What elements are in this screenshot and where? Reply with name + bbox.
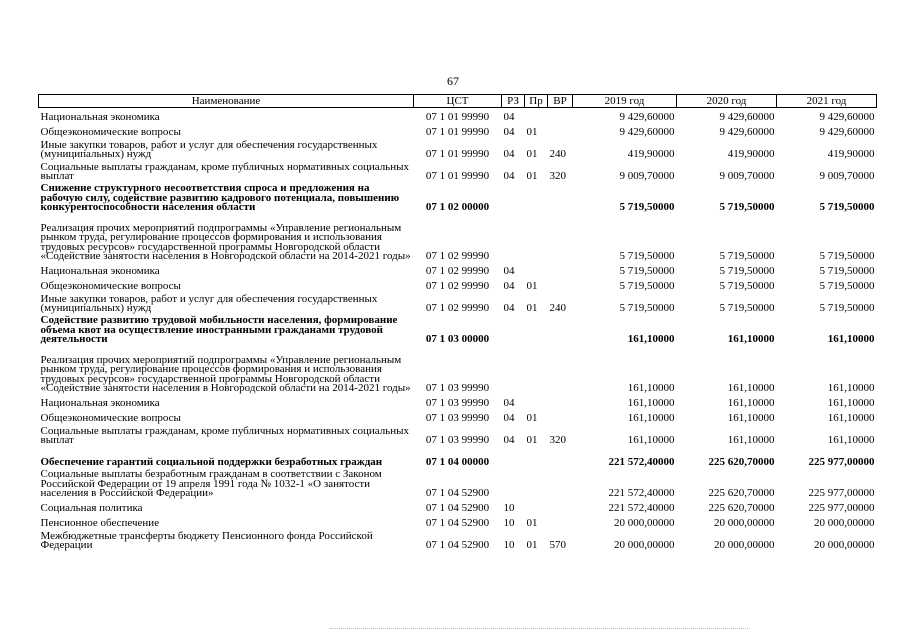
row-pr: 01 — [526, 148, 538, 161]
row-name: Пенсионное обеспечение — [40, 517, 160, 530]
row-2021: 5 719,50000 — [819, 250, 875, 263]
header-pr: Пр — [525, 95, 548, 108]
row-vr: 320 — [549, 170, 566, 183]
row-vr — [548, 394, 573, 409]
row-pr — [525, 446, 548, 468]
row-pr: 01 — [526, 517, 538, 530]
row-2020: 5 719,50000 — [719, 250, 775, 263]
row-rz: 04 — [503, 170, 515, 183]
table-row — [39, 394, 877, 409]
table-row — [39, 446, 877, 468]
row-cst: 07 1 03 00000 — [425, 333, 490, 346]
table-row — [39, 499, 877, 514]
table-row — [39, 424, 877, 446]
row-2019: 419,90000 — [627, 148, 675, 161]
row-2021: 9 009,70000 — [819, 170, 875, 183]
row-vr — [548, 277, 573, 292]
table-row — [39, 292, 877, 314]
row-2021: 9 429,60000 — [819, 111, 875, 124]
row-rz — [502, 345, 525, 394]
row-2021: 225 977,00000 — [808, 502, 875, 515]
header-cst: ЦСТ — [414, 95, 502, 108]
row-cst: 07 1 02 00000 — [425, 201, 490, 214]
row-2019: 161,10000 — [627, 382, 675, 395]
row-name: Реализация прочих мероприятий подпрограммы «Управление региональным рынком труда, регулирование процессов формирования и использования трудовых ресурсов» государственной программы Новгородской области «Содействие занятости населения в Новгородской области на 2014-2021 годы» — [40, 221, 411, 263]
row-2021: 161,10000 — [827, 412, 875, 425]
row-rz: 10 — [503, 539, 515, 552]
row-cst: 07 1 04 52900 — [425, 502, 490, 515]
row-name: Социальные выплаты безработным гражданам в соответствии с Законом Российской Федерации от 19 апреля 1991 года № 1032-1 «О занятости населения в Российской Федерации» — [40, 468, 382, 500]
row-2021: 161,10000 — [827, 397, 875, 410]
table-row — [39, 182, 877, 213]
row-cst: 07 1 04 52900 — [425, 487, 490, 500]
row-2020: 225 620,70000 — [708, 487, 775, 500]
row-2020: 5 719,50000 — [719, 280, 775, 293]
row-2020: 161,10000 — [727, 397, 775, 410]
row-rz — [502, 468, 525, 499]
row-cst: 07 1 02 99990 — [425, 250, 490, 263]
row-cst: 07 1 02 99990 — [425, 280, 490, 293]
budget-table — [38, 94, 877, 551]
row-rz: 04 — [503, 397, 515, 410]
row-rz: 10 — [503, 502, 515, 515]
row-cst: 07 1 03 99990 — [425, 412, 490, 425]
row-name: Общеэкономические вопросы — [40, 280, 181, 293]
row-2021: 5 719,50000 — [819, 280, 875, 293]
row-2020: 20 000,00000 — [714, 517, 775, 530]
row-cst: 07 1 04 00000 — [425, 456, 490, 469]
row-cst: 07 1 03 99990 — [425, 434, 490, 447]
row-2021: 20 000,00000 — [814, 539, 875, 552]
row-2021: 5 719,50000 — [819, 265, 875, 278]
row-2019: 5 719,50000 — [619, 302, 675, 315]
row-cst: 07 1 03 99990 — [425, 382, 490, 395]
row-pr — [525, 314, 548, 345]
row-name: Обеспечение гарантий социальной поддержки безработных граждан — [40, 456, 383, 469]
row-pr: 01 — [526, 126, 538, 139]
row-2019: 5 719,50000 — [619, 265, 675, 278]
row-2020: 225 620,70000 — [708, 502, 775, 515]
row-cst: 07 1 01 99990 — [425, 126, 490, 139]
row-vr — [548, 468, 573, 499]
row-pr — [525, 345, 548, 394]
row-rz: 04 — [503, 280, 515, 293]
row-pr: 01 — [526, 412, 538, 425]
row-pr — [525, 499, 548, 514]
row-2020: 5 719,50000 — [719, 201, 775, 214]
row-name: Общеэкономические вопросы — [40, 412, 181, 425]
row-2021: 419,90000 — [827, 148, 875, 161]
row-2021: 225 977,00000 — [808, 487, 875, 500]
row-2021: 20 000,00000 — [814, 517, 875, 530]
row-rz: 10 — [503, 517, 515, 530]
row-rz: 04 — [503, 412, 515, 425]
row-2020: 9 009,70000 — [719, 170, 775, 183]
row-2019: 221 572,40000 — [608, 502, 675, 515]
row-rz — [502, 446, 525, 468]
header-vr: ВР — [548, 95, 573, 108]
row-rz: 04 — [503, 148, 515, 161]
row-name: Национальная экономика — [40, 397, 160, 410]
row-pr — [525, 213, 548, 262]
row-rz: 04 — [503, 126, 515, 139]
row-2019: 161,10000 — [627, 434, 675, 447]
row-rz: 04 — [503, 434, 515, 447]
table-row — [39, 138, 877, 160]
row-2019: 161,10000 — [627, 412, 675, 425]
row-cst: 07 1 01 99990 — [425, 111, 490, 124]
row-pr — [525, 468, 548, 499]
row-pr — [525, 108, 548, 124]
row-2019: 221 572,40000 — [608, 456, 675, 469]
row-2019: 9 429,60000 — [619, 126, 675, 139]
row-pr: 01 — [526, 539, 538, 552]
row-2019: 161,10000 — [627, 397, 675, 410]
row-2019: 9 429,60000 — [619, 111, 675, 124]
row-name: Реализация прочих мероприятий подпрограммы «Управление региональным рынком труда, регулирование процессов формирования и использования трудовых ресурсов» государственной программы Новгородской области «Содействие занятости населения в Новгородской области на 2014-2021 годы» — [40, 353, 411, 395]
row-cst: 07 1 04 52900 — [425, 517, 490, 530]
table-row — [39, 160, 877, 182]
row-rz — [502, 182, 525, 213]
row-vr — [548, 123, 573, 138]
header-rz: РЗ — [502, 95, 525, 108]
row-2020: 161,10000 — [727, 333, 775, 346]
row-vr — [548, 446, 573, 468]
row-2019: 5 719,50000 — [619, 250, 675, 263]
row-cst: 07 1 04 52900 — [425, 539, 490, 552]
page-number: 67 — [447, 74, 459, 88]
row-name: Социальные выплаты гражданам, кроме публичных нормативных социальных выплат — [40, 424, 409, 447]
table-row — [39, 514, 877, 529]
table-row — [39, 314, 877, 345]
row-cst: 07 1 01 99990 — [425, 170, 490, 183]
row-2020: 161,10000 — [727, 382, 775, 395]
row-vr — [548, 499, 573, 514]
row-name: Национальная экономика — [40, 111, 160, 124]
row-2020: 9 429,60000 — [719, 126, 775, 139]
row-vr — [548, 314, 573, 345]
row-vr — [548, 514, 573, 529]
row-2021: 9 429,60000 — [819, 126, 875, 139]
row-vr — [548, 345, 573, 394]
row-2021: 161,10000 — [827, 382, 875, 395]
row-2020: 5 719,50000 — [719, 265, 775, 278]
row-2019: 5 719,50000 — [619, 201, 675, 214]
row-vr — [548, 213, 573, 262]
row-name: Снижение структурного несоответствия спроса и предложения на рабочую силу, содействие развитию кадрового потенциала, повышению конкурентоспособности населения области — [40, 182, 400, 214]
row-rz — [502, 314, 525, 345]
row-name: Социальная политика — [40, 502, 143, 515]
row-vr — [548, 182, 573, 213]
row-2020: 9 429,60000 — [719, 111, 775, 124]
row-pr — [525, 394, 548, 409]
row-2021: 225 977,00000 — [808, 456, 875, 469]
header-name: Наименование — [39, 95, 414, 108]
row-2019: 20 000,00000 — [614, 539, 675, 552]
header-2021: 2021 год — [777, 95, 877, 108]
row-2021: 161,10000 — [827, 434, 875, 447]
table-row — [39, 409, 877, 424]
row-2020: 225 620,70000 — [708, 456, 775, 469]
table-row — [39, 108, 877, 124]
page-footer-divider — [330, 628, 750, 631]
row-2021: 5 719,50000 — [819, 201, 875, 214]
row-pr: 01 — [526, 280, 538, 293]
table-header-row — [39, 95, 877, 108]
row-name: Межбюджетные трансферты бюджету Пенсионного фонда Российской Федерации — [40, 529, 373, 552]
row-cst: 07 1 03 99990 — [425, 397, 490, 410]
row-vr — [548, 108, 573, 124]
row-vr: 570 — [549, 539, 566, 552]
row-2019: 5 719,50000 — [619, 280, 675, 293]
table-row — [39, 123, 877, 138]
table-row — [39, 468, 877, 499]
row-pr: 01 — [526, 170, 538, 183]
table-row — [39, 262, 877, 277]
row-vr: 320 — [549, 434, 566, 447]
row-name: Содействие развитию трудовой мобильности населения, формирование объема квот на осуществление иностранными гражданами трудовой деятельности — [40, 314, 398, 346]
row-cst: 07 1 02 99990 — [425, 302, 490, 315]
row-2019: 161,10000 — [627, 333, 675, 346]
row-2019: 221 572,40000 — [608, 487, 675, 500]
row-cst: 07 1 01 99990 — [425, 148, 490, 161]
row-rz: 04 — [503, 302, 515, 315]
row-2020: 5 719,50000 — [719, 302, 775, 315]
row-cst: 07 1 02 99990 — [425, 265, 490, 278]
table-row — [39, 277, 877, 292]
row-pr — [525, 182, 548, 213]
row-2020: 419,90000 — [727, 148, 775, 161]
row-name: Социальные выплаты гражданам, кроме публичных нормативных социальных выплат — [40, 160, 409, 183]
row-2021: 161,10000 — [827, 333, 875, 346]
row-2020: 20 000,00000 — [714, 539, 775, 552]
row-2019: 20 000,00000 — [614, 517, 675, 530]
table-row — [39, 529, 877, 551]
row-2020: 161,10000 — [727, 434, 775, 447]
row-pr — [525, 262, 548, 277]
row-name: Общеэкономические вопросы — [40, 126, 181, 139]
row-pr: 01 — [526, 302, 538, 315]
row-rz — [502, 213, 525, 262]
row-name: Иные закупки товаров, работ и услуг для обеспечения государственных (муниципальных) нужд — [40, 292, 378, 315]
row-pr: 01 — [526, 434, 538, 447]
table-row — [39, 213, 877, 262]
row-vr — [548, 262, 573, 277]
header-2019: 2019 год — [573, 95, 677, 108]
row-2020: 161,10000 — [727, 412, 775, 425]
row-vr: 240 — [549, 148, 566, 161]
row-vr: 240 — [549, 302, 566, 315]
row-vr — [548, 409, 573, 424]
row-rz: 04 — [503, 111, 515, 124]
table-row — [39, 345, 877, 394]
row-2021: 5 719,50000 — [819, 302, 875, 315]
row-2019: 9 009,70000 — [619, 170, 675, 183]
row-name: Национальная экономика — [40, 265, 160, 278]
row-rz: 04 — [503, 265, 515, 278]
row-name: Иные закупки товаров, работ и услуг для обеспечения государственных (муниципальных) нужд — [40, 138, 378, 161]
header-2020: 2020 год — [677, 95, 777, 108]
